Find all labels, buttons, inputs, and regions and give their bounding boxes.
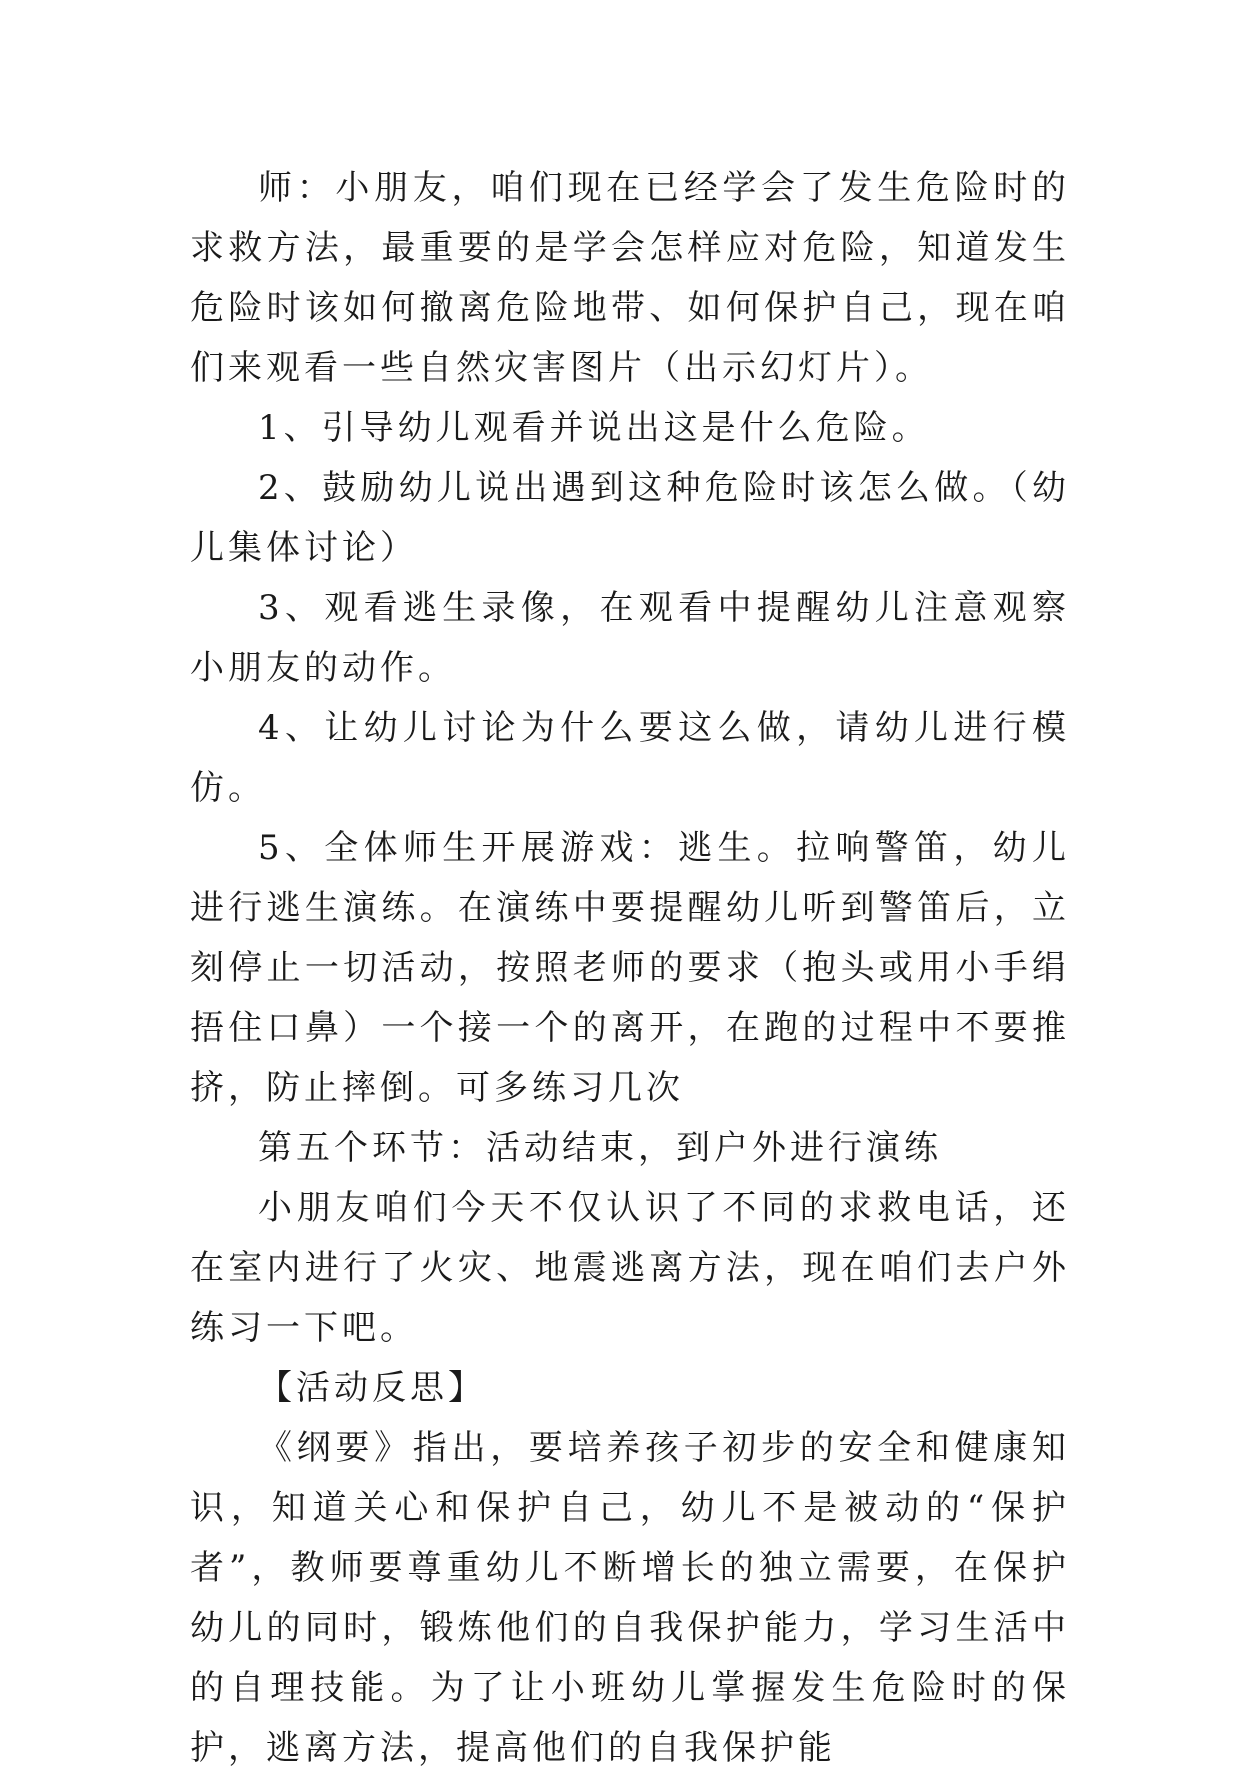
- paragraph-step-3: 3、观看逃生录像，在观看中提醒幼儿注意观察小朋友的动作。: [190, 588, 1070, 688]
- paragraph-reflection: 《纲要》指出，要培养孩子初步的安全和健康知识，知道关心和保护自己，幼儿不是被动的“保护者”，教师要尊重幼儿不断增长的独立需要，在保护幼儿的同时，锻炼他们的自我保护能力，学习生活中的自理技能。为了让小班幼儿掌握发生危险时的保护，逃离方法，提高他们的自我保护能: [190, 1428, 1070, 1768]
- paragraph-step-2: 2、鼓励幼儿说出遇到这种危险时该怎么做。（幼儿集体讨论）: [190, 468, 1070, 568]
- paragraph-step-5: 5、全体师生开展游戏：逃生。拉响警笛，幼儿进行逃生演练。在演练中要提醒幼儿听到警笛后，立刻停止一切活动，按照老师的要求（抱头或用小手绢捂住口鼻）一个接一个的离开，在跑的过程中不要推挤，防止摔倒。可多练习几次: [190, 828, 1070, 1108]
- paragraph-intro: 师：小朋友，咱们现在已经学会了发生危险时的求救方法，最重要的是学会怎样应对危险，知道发生危险时该如何撤离危险地带、如何保护自己，现在咱们来观看一些自然灾害图片（出示幻灯片）。: [190, 168, 1070, 388]
- paragraph-conclusion: 小朋友咱们今天不仅认识了不同的求救电话，还在室内进行了火灾、地震逃离方法，现在咱们去户外练习一下吧。: [190, 1188, 1070, 1348]
- paragraph-step-1: 1、引导幼儿观看并说出这是什么危险。: [258, 408, 930, 448]
- section-heading-reflection: 【活动反思】: [258, 1368, 486, 1408]
- paragraph-step-4: 4、让幼儿讨论为什么要这么做，请幼儿进行模仿。: [190, 708, 1070, 808]
- document-body: [190, 158, 1070, 1778]
- section-heading-fifth: 第五个环节：活动结束，到户外进行演练: [258, 1128, 942, 1168]
